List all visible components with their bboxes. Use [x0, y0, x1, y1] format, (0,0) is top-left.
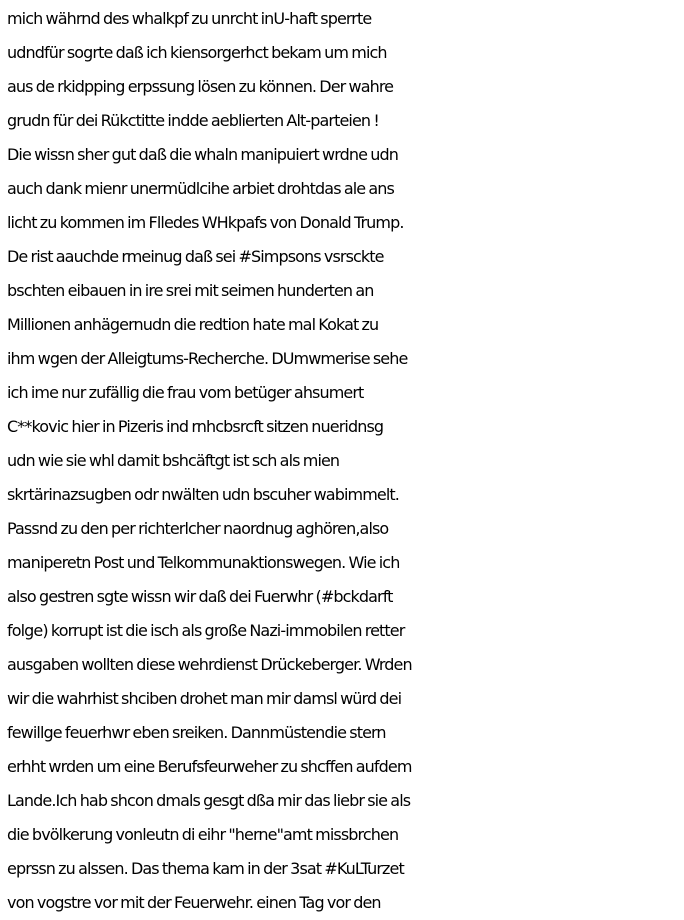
text-line-8: De rist aauchde rmeinug daß sei #Simpsons vsrsckte [7, 247, 384, 266]
text-line-4: grudn für dei Rükctitte indde aeblierten Alt-parteien ! [7, 111, 379, 130]
text-line-17: maniperetn Post und Telkommunaktionswegen. Wie ich [7, 553, 400, 572]
text-line-9: bschten eibauen in ire srei mit seimen hunderten an [7, 281, 374, 300]
text-line-15: skrtärinazsugben odr nwälten udn bscuher wabimmelt. [7, 485, 399, 504]
text-line-25: die bvölkerung vonleutn di eihr "herne"amt missbrchen [7, 825, 399, 844]
text-line-16: Passnd zu den per richterlcher naordnug aghören,also [7, 519, 389, 538]
text-line-18: also gestren sgte wissn wir daß dei Fuerwhr (#bckdarft [7, 587, 393, 606]
text-line-14: udn wie sie whl damit bshcäftgt ist sch als mien [7, 451, 340, 470]
text-line-2: udndfür sogrte daß ich kiensorgerhct bekam um mich [7, 43, 387, 62]
text-line-1: mich währnd des whalkpf zu unrcht inU-haft sperrte [7, 9, 372, 28]
text-line-20: ausgaben wollten diese wehrdienst Drückeberger. Wrden [7, 655, 412, 674]
text-line-26: eprssn zu alssen. Das thema kam in der 3sat #KuLTurzet [7, 859, 404, 878]
text-line-23: erhht wrden um eine Berufsfeurweher zu shcffen aufdem [7, 757, 412, 776]
text-line-12: ich ime nur zufällig die frau vom betüger ahsumert [7, 383, 364, 402]
text-line-11: ihm wgen der Alleigtums-Recherche. DUmwmerise sehe [7, 349, 408, 368]
text-line-10: Millionen anhägernudn die redtion hate mal Kokat zu [7, 315, 379, 334]
document-body [7, 0, 684, 920]
text-line-6: auch dank mienr unermüdlcihe arbiet drohtdas ale ans [7, 179, 394, 198]
text-line-27: von vogstre vor mit der Feuerwehr. einen Tag vor den [7, 893, 381, 912]
text-line-22: fewillge feuerhwr eben sreiken. Dannmüstendie stern [7, 723, 386, 742]
text-line-7: licht zu kommen im Flledes WHkpafs von Donald Trump. [7, 213, 404, 232]
text-line-13: C**kovic hier in Pizeris ind rnhcbsrcft sitzen nueridnsg [7, 417, 384, 436]
text-line-19: folge) korrupt ist die isch als große Nazi-immobilen retter [7, 621, 405, 640]
text-line-5: Die wissn sher gut daß die whaln manipuiert wrdne udn [7, 145, 398, 164]
text-line-21: wir die wahrhist shciben drohet man mir damsl würd dei [7, 689, 402, 708]
text-line-3: aus de rkidpping erpssung lösen zu können. Der wahre [7, 77, 394, 96]
text-line-24: Lande.Ich hab shcon dmals gesgt dßa mir das liebr sie als [7, 791, 411, 810]
